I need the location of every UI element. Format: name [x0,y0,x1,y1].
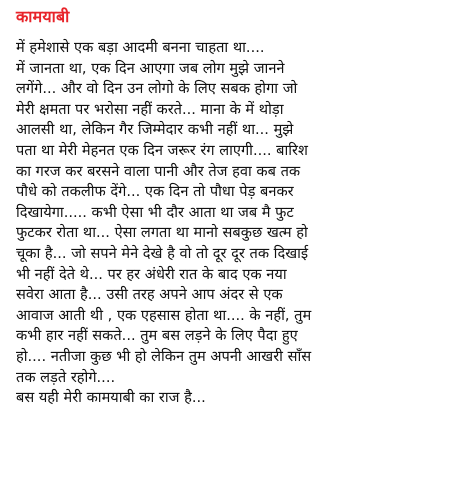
poem-line: पता था मेरी मेहनत एक दिन जरूर रंग लाएगी.... बारिश [16,141,308,159]
poem-line: सवेरा आता है... उसी तरह अपने आप अंदर से एक [16,286,283,304]
poem-line: मेरी क्षमता पर भरोसा नहीं करते... माना के में थोड़ा [16,100,284,118]
document-title: कामयाबी [16,7,70,26]
poem-line: बस यही मेरी कामयाबी का राज है... [16,389,206,407]
poem-line: कभी हार नहीं सकते... तुम बस लड़ने के लिए पैदा हुए [16,327,298,345]
poem-line: चूका है... जो सपने मेने देखे है वो तो दूर दूर तक दिखाई [16,244,309,262]
poem-body [16,38,466,409]
poem-line: तक लड़ते रहोगे.... [16,368,116,386]
poem-line: आवाज आती थी , एक एहसास होता था.... के नहीं, तुम [16,306,312,324]
poem-line: भी नहीं देते थे... पर हर अंधेरी रात के बाद एक नया [16,265,287,283]
poem-line: दिखायेगा..... कभी ऐसा भी दौर आता था जब मै फुट [16,203,294,221]
poem-line: फुटकर रोता था... ऐसा लगता था मानो सबकुछ खत्म हो [16,224,308,242]
poem-line: पौधे को तकलीफ देंगे... एक दिन तो पौधा पेड़ बनकर [16,183,294,201]
poem-line: आलसी था, लेकिन गैर जिम्मेदार कभी नहीं था... मुझे [16,121,294,139]
poem-line: लगेंगे... और वो दिन उन लोगो के लिए सबक होगा जो [16,80,298,98]
poem-line: हो.... नतीजा कुछ भी हो लेकिन तुम अपनी आखरी साँस [16,347,312,365]
poem-line: का गरज कर बरसने वाला पानी और तेज हवा कब तक [16,162,301,180]
poem-line: में जानता था, एक दिन आएगा जब लोग मुझे जानने [16,59,285,77]
poem-line: में हमेशासे एक बड़ा आदमी बनना चाहता था.... [16,39,265,56]
